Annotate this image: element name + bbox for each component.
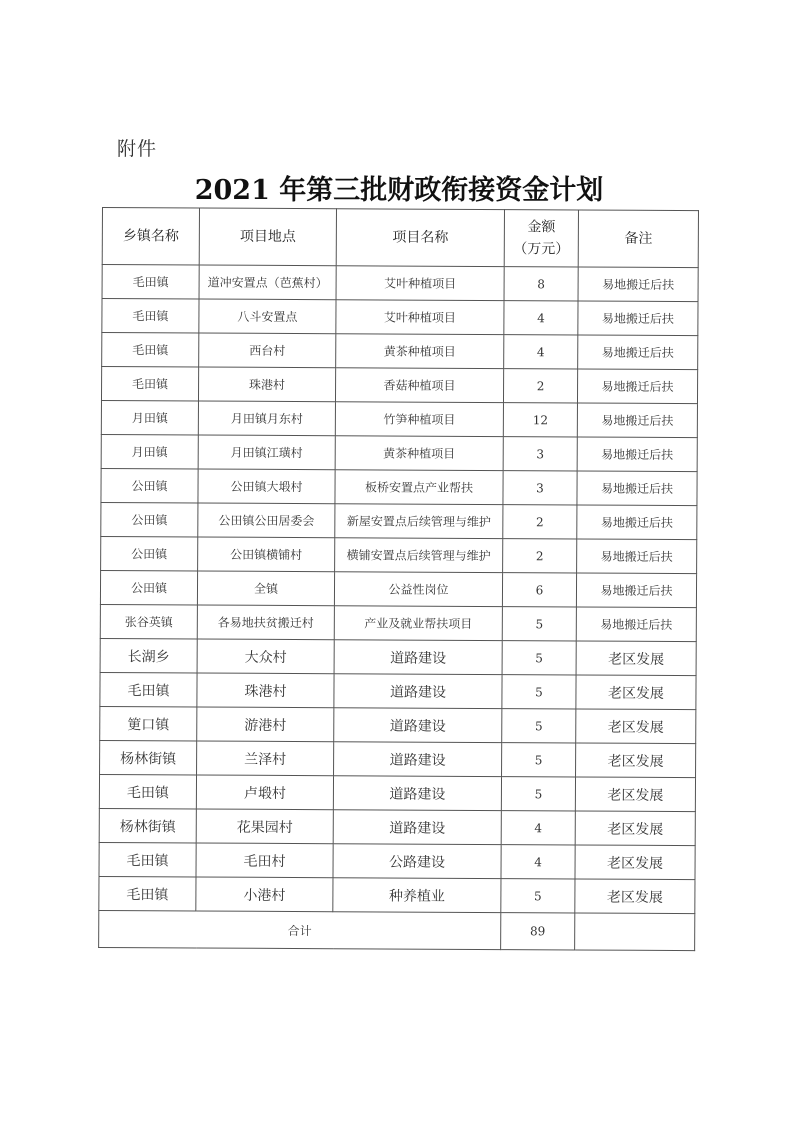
cell-remark: 易地搬迁后扶: [577, 403, 697, 438]
cell-amount: 4: [501, 811, 575, 845]
table-row: [99, 808, 695, 845]
cell-amount: 5: [502, 743, 576, 777]
cell-amount: 6: [502, 573, 576, 607]
table-header-row: [102, 208, 698, 268]
table-row: [100, 706, 696, 743]
cell-amount: 5: [501, 879, 575, 913]
cell-remark: 老区发展: [576, 641, 696, 676]
cell-location: 西台村: [199, 333, 336, 368]
header-amount-line1: 金额: [527, 219, 556, 236]
cell-remark: 老区发展: [575, 845, 695, 880]
cell-project: 道路建设: [334, 708, 502, 743]
cell-remark: 老区发展: [575, 879, 695, 914]
cell-project: 板桥安置点产业帮扶: [335, 470, 503, 505]
cell-amount: 3: [503, 471, 577, 505]
cell-remark: 易地搬迁后扶: [578, 335, 698, 370]
cell-project: 艾叶种植项目: [336, 266, 504, 301]
cell-town: 毛田镇: [99, 876, 196, 911]
table-row: [102, 333, 698, 370]
cell-project: 道路建设: [334, 674, 502, 709]
cell-location: 小港村: [196, 877, 333, 912]
cell-location: 公田镇公田居委会: [198, 503, 335, 538]
cell-location: 卢塅村: [196, 775, 333, 810]
cell-project: 黄茶种植项目: [336, 334, 504, 369]
table-body: [99, 265, 699, 951]
table-row: [100, 672, 696, 709]
cell-amount: 12: [503, 403, 577, 437]
cell-project: 新屋安置点后续管理与维护: [335, 504, 503, 539]
cell-remark: 易地搬迁后扶: [576, 607, 696, 642]
cell-remark: 老区发展: [575, 777, 695, 812]
cell-town: 公田镇: [101, 502, 198, 537]
cell-location: 珠港村: [198, 367, 335, 402]
cell-town: 月田镇: [101, 434, 198, 469]
cell-project: 香菇种植项目: [335, 368, 503, 403]
funding-plan-table: [98, 207, 699, 951]
cell-amount: 2: [503, 505, 577, 539]
cell-amount: 5: [502, 709, 576, 743]
cell-location: 全镇: [197, 571, 334, 606]
cell-amount: 2: [503, 539, 577, 573]
cell-project: 横铺安置点后续管理与维护: [335, 538, 503, 573]
cell-remark: 易地搬迁后扶: [577, 369, 697, 404]
cell-town: 毛田镇: [102, 333, 199, 368]
cell-amount: 5: [502, 675, 576, 709]
header-amount-line2: （万元）: [513, 241, 570, 258]
cell-amount: 4: [504, 335, 578, 369]
cell-project: 道路建设: [334, 742, 502, 777]
header-amount: [504, 210, 578, 267]
cell-project: 黄茶种植项目: [335, 436, 503, 471]
cell-project: 公益性岗位: [334, 572, 502, 607]
table-row: [101, 434, 697, 471]
cell-remark: 易地搬迁后扶: [578, 301, 698, 336]
cell-project: 种养植业: [333, 878, 501, 913]
cell-town: 毛田镇: [100, 672, 197, 707]
cell-remark: 老区发展: [576, 709, 696, 744]
table-row: [101, 536, 697, 573]
cell-remark: 易地搬迁后扶: [577, 471, 697, 506]
cell-location: 月田镇江璜村: [198, 435, 335, 470]
cell-town: 毛田镇: [101, 367, 198, 402]
cell-amount: 4: [501, 845, 575, 879]
cell-amount: 2: [503, 369, 577, 403]
header-project: 项目名称: [336, 209, 504, 267]
cell-town: 公田镇: [101, 536, 198, 571]
cell-town: 杨林街镇: [99, 808, 196, 843]
cell-town: 张谷英镇: [100, 604, 197, 639]
total-remark: [575, 913, 695, 951]
table-row: [100, 570, 696, 607]
header-location: 项目地点: [199, 208, 336, 266]
cell-remark: 易地搬迁后扶: [578, 267, 698, 302]
cell-town: 公田镇: [101, 468, 198, 503]
total-label: 合计: [99, 910, 501, 949]
table-row: [101, 502, 697, 539]
cell-project: 产业及就业帮扶项目: [334, 606, 502, 641]
cell-remark: 老区发展: [576, 743, 696, 778]
cell-town: 毛田镇: [102, 299, 199, 334]
cell-location: 各易地扶贫搬迁村: [197, 605, 334, 640]
cell-amount: 5: [501, 777, 575, 811]
cell-remark: 易地搬迁后扶: [576, 573, 696, 608]
table-row: [99, 842, 695, 879]
cell-location: 大众村: [197, 639, 334, 674]
cell-amount: 5: [502, 607, 576, 641]
cell-project: 道路建设: [334, 640, 502, 675]
cell-project: 公路建设: [333, 844, 501, 879]
total-amount: 89: [501, 913, 575, 950]
cell-amount: 4: [504, 301, 578, 335]
cell-town: 杨林街镇: [100, 740, 197, 775]
cell-town: 筻口镇: [100, 706, 197, 741]
cell-project: 竹笋种植项目: [335, 402, 503, 437]
cell-remark: 老区发展: [575, 811, 695, 846]
cell-remark: 易地搬迁后扶: [577, 505, 697, 540]
cell-remark: 易地搬迁后扶: [577, 539, 697, 574]
cell-project: 道路建设: [333, 810, 501, 845]
cell-town: 毛田镇: [102, 265, 199, 300]
cell-project: 艾叶种植项目: [336, 300, 504, 335]
cell-remark: 易地搬迁后扶: [577, 437, 697, 472]
cell-amount: 5: [502, 641, 576, 675]
cell-location: 公田镇横铺村: [198, 537, 335, 572]
table-row: [100, 638, 696, 675]
cell-amount: 3: [503, 437, 577, 471]
table-row: [101, 367, 697, 404]
cell-location: 公田镇大塅村: [198, 469, 335, 504]
header-town: 乡镇名称: [102, 208, 199, 266]
cell-project: 道路建设: [333, 776, 501, 811]
cell-location: 毛田村: [196, 843, 333, 878]
table-row: [102, 299, 698, 336]
cell-amount: 8: [504, 267, 578, 301]
table-row: [100, 740, 696, 777]
cell-location: 道冲安置点（芭蕉村）: [199, 265, 336, 300]
cell-town: 毛田镇: [99, 774, 196, 809]
table-row: [101, 400, 697, 437]
table-row: [100, 604, 696, 641]
table-row: [102, 265, 698, 302]
cell-location: 游港村: [197, 707, 334, 742]
cell-town: 长湖乡: [100, 638, 197, 673]
document-title: 2021 年第三批财政衔接资金计划: [194, 175, 604, 206]
cell-town: 月田镇: [101, 400, 198, 435]
header-remark: 备注: [578, 210, 698, 268]
cell-location: 八斗安置点: [199, 299, 336, 334]
cell-location: 珠港村: [197, 673, 334, 708]
attachment-label: 附件: [117, 138, 158, 160]
cell-location: 兰泽村: [197, 741, 334, 776]
cell-location: 花果园村: [196, 809, 333, 844]
cell-town: 公田镇: [100, 570, 197, 605]
table-row: [99, 876, 695, 913]
cell-location: 月田镇月东村: [198, 401, 335, 436]
cell-remark: 老区发展: [576, 675, 696, 710]
table-row: [99, 774, 695, 811]
cell-town: 毛田镇: [99, 842, 196, 877]
total-row: [99, 910, 695, 950]
table-row: [101, 468, 697, 505]
